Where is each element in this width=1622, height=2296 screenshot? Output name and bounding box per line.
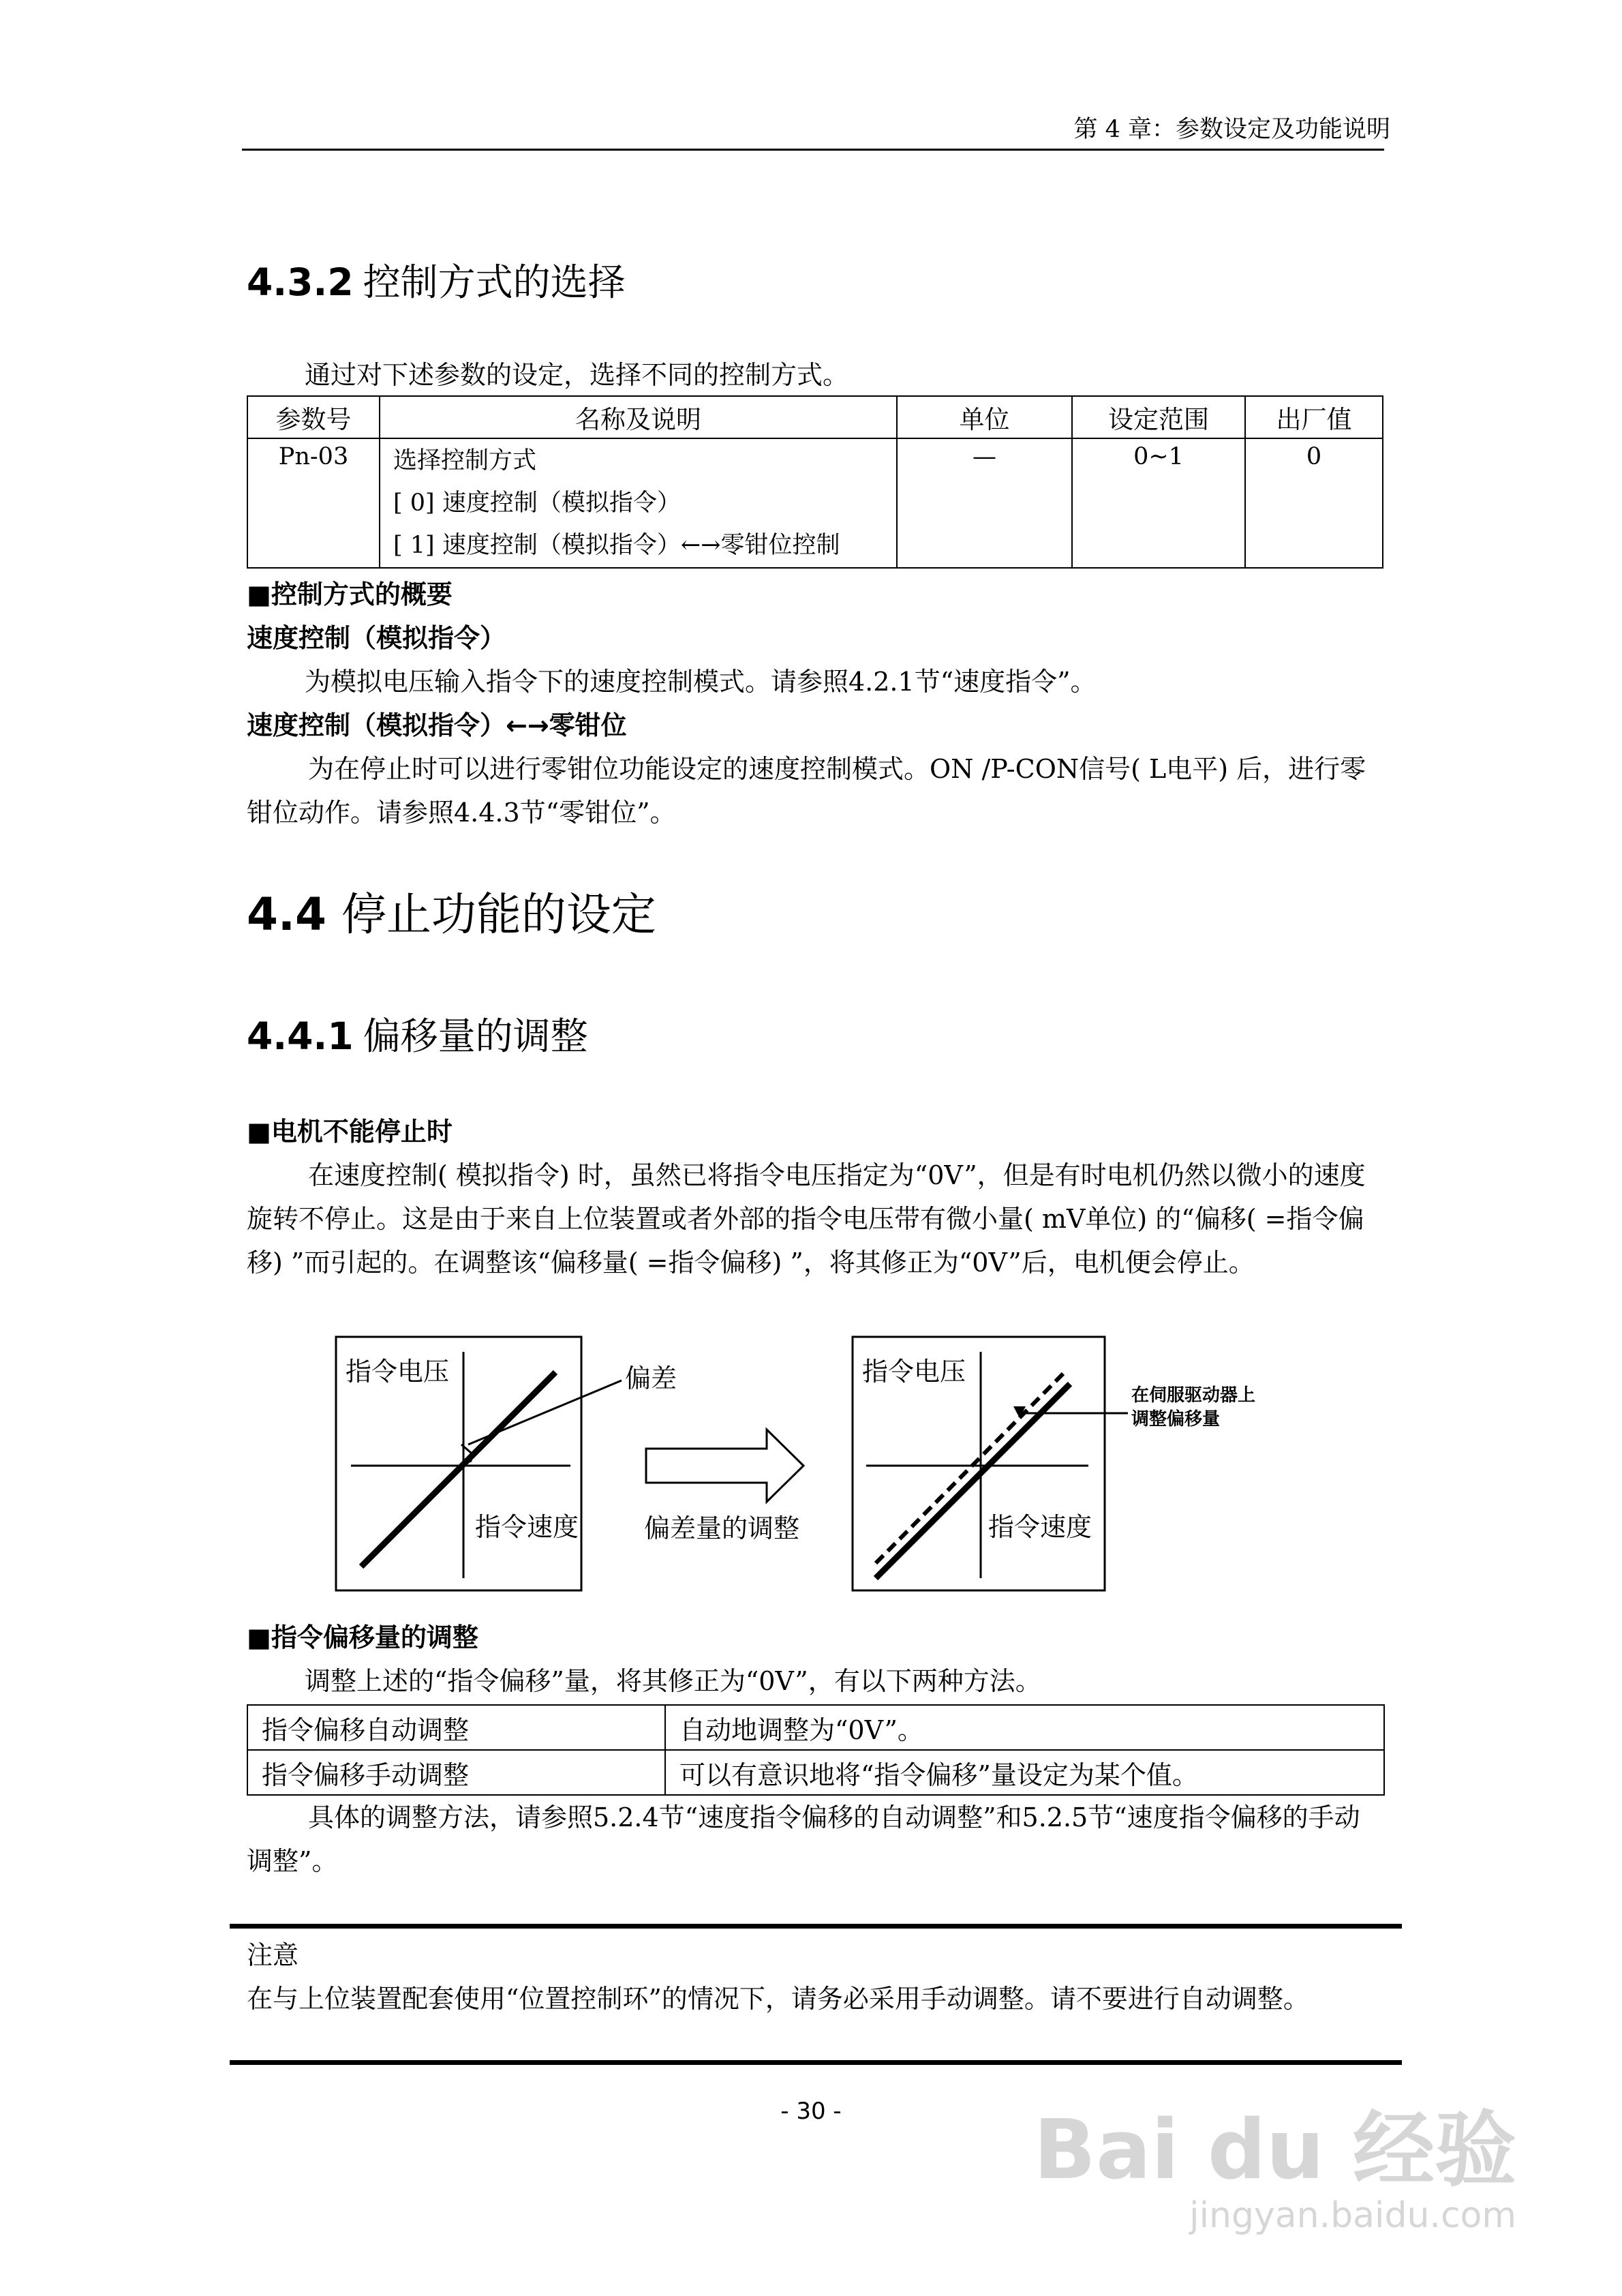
offset-reference: 具体的调整方法，请参照5.2.4节“速度指令偏移的自动调整”和5.2.5节“速度指令偏移的手动调整”。 [247, 1802, 1360, 1876]
col-header: 参数号 [247, 396, 380, 438]
header-divider [242, 149, 1384, 151]
annotation-line-1: 在伺服驱动器上 [1131, 1385, 1256, 1406]
watermark-brand: Bai du 经验 [1033, 2103, 1516, 2198]
note-title: 注意 [247, 1940, 299, 1970]
section-title: 控制方式的选择 [363, 260, 626, 304]
desc-line: 选择控制方式 [393, 447, 537, 474]
param-range: 0~1 [1072, 438, 1245, 568]
adjust-label: 偏差量的调整 [644, 1513, 800, 1543]
section-number: 4.4.1 [247, 1014, 354, 1058]
intro-text: 通过对下述参数的设定，选择不同的控制方式。 [305, 360, 849, 390]
param-number: Pn-03 [247, 438, 380, 568]
method-name: 指令偏移手动调整 [247, 1750, 665, 1795]
col-header: 设定范围 [1072, 396, 1245, 438]
left-y-label: 指令电压 [346, 1357, 450, 1387]
section-number: 4.4 [247, 888, 326, 941]
motor-heading: ■电机不能停止时 [247, 1117, 453, 1147]
note-top-rule [230, 1924, 1402, 1929]
offset-heading: ■指令偏移量的调整 [247, 1622, 478, 1652]
right-x-label: 指令速度 [988, 1512, 1092, 1542]
page-number: - 30 - [780, 2098, 842, 2125]
annotation-line-2: 调整偏移量 [1131, 1409, 1221, 1430]
motor-text: 在速度控制( 模拟指令) 时，虽然已将指令电压指定为“0V”，但是有时电机仍然以微小的速度旋转不停止。这是由于来自上位装置或者外部的指令电压带有微小量( mV单位) 的“偏移( =指令偏移) ”而引起的。在调整该“偏移量( =指令偏移) ”，将其修正为“0V”后，电机便会停止。 [247, 1160, 1366, 1278]
watermark [1033, 2103, 1516, 2236]
note-bottom-rule [230, 2060, 1402, 2065]
table-row [247, 1750, 1384, 1795]
section-title: 停止功能的设定 [341, 888, 656, 941]
mode1-title: 速度控制（模拟指令） [247, 623, 506, 653]
section-heading-432 [247, 252, 626, 306]
table-row [247, 1705, 1384, 1750]
chapter-header: 第 4 章：参数设定及功能说明 [1073, 116, 1390, 143]
offset-intro: 调整上述的“指令偏移”量，将其修正为“0V”，有以下两种方法。 [305, 1666, 1041, 1696]
watermark-url: jingyan.baidu.com [1189, 2195, 1516, 2236]
adjust-arrow-icon [646, 1430, 804, 1502]
parameter-table [247, 395, 1383, 569]
method-desc: 自动地调整为“0V”。 [665, 1705, 1384, 1750]
desc-line: [ 0] 速度控制（模拟指令） [393, 489, 681, 517]
section-heading-441 [247, 1006, 588, 1060]
mode1-text: 为模拟电压输入指令下的速度控制模式。请参照4.2.1节“速度指令”。 [305, 667, 1097, 697]
mode2-title: 速度控制（模拟指令）←→零钳位 [247, 710, 627, 740]
deviation-leader [468, 1380, 622, 1445]
section-title: 偏移量的调整 [363, 1014, 588, 1058]
col-header: 名称及说明 [380, 396, 897, 438]
note-text: 在与上位装置配套使用“位置控制环”的情况下，请务必采用手动调整。请不要进行自动调整。 [247, 1984, 1309, 2014]
param-default: 0 [1245, 438, 1383, 568]
offset-diagram [317, 1319, 1281, 1605]
mode2-text: 为在停止时可以进行零钳位功能设定的速度控制模式。ON /P-CON信号( L电平) 后，进行零钳位动作。请参照4.4.3节“零钳位”。 [247, 754, 1366, 828]
left-x-label: 指令速度 [475, 1512, 579, 1542]
section-heading-44 [247, 878, 656, 943]
deviation-label: 偏差 [625, 1363, 677, 1393]
param-unit: — [897, 438, 1072, 568]
desc-line: [ 1] 速度控制（模拟指令）←→零钳位控制 [393, 532, 840, 559]
right-y-label: 指令电压 [862, 1357, 966, 1387]
method-table [247, 1704, 1385, 1796]
method-name: 指令偏移自动调整 [247, 1705, 665, 1750]
method-desc: 可以有意识地将“指令偏移”量设定为某个值。 [665, 1750, 1384, 1795]
col-header: 单位 [897, 396, 1072, 438]
table-header-row [247, 396, 1383, 438]
param-description [380, 438, 897, 568]
col-header: 出厂值 [1245, 396, 1383, 438]
section-number: 4.3.2 [247, 260, 354, 304]
overview-heading: ■控制方式的概要 [247, 579, 453, 609]
table-row [247, 438, 1383, 568]
